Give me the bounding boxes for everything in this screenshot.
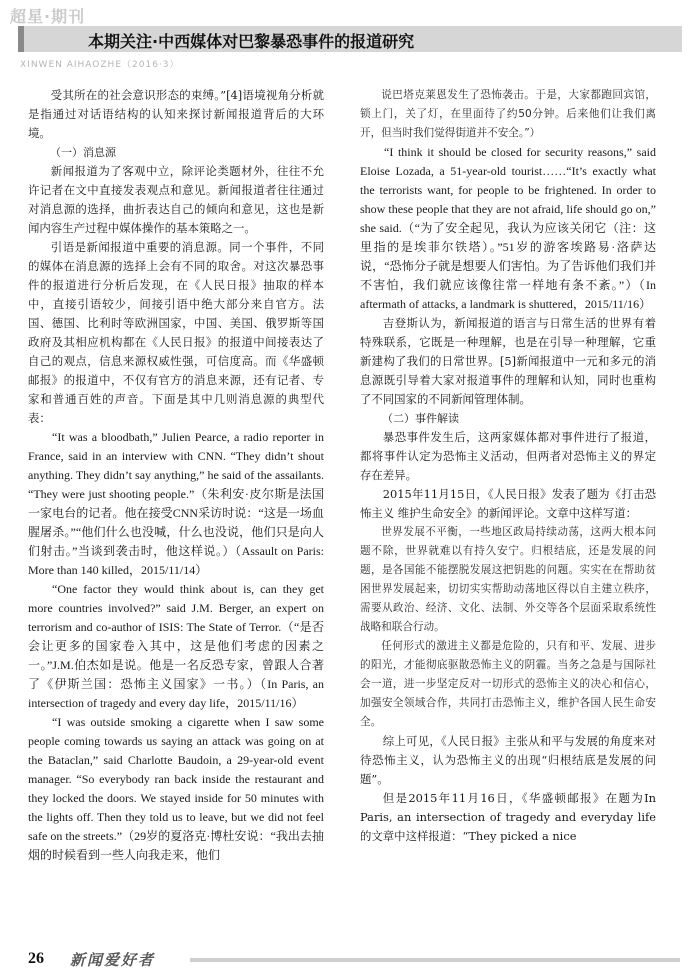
paragraph: “One factor they would think about is, can they get more countries involved?” said J.M. Berger, an expert on terrorism and co-author of ISIS: The State of Terror.（“是否会让更多的国家卷入其中，这是他们考虑的因素之一。”J.M.伯杰如是说。他是一名反恐专家，曾跟人合著了《伊斯兰国：恐怖主义国家》一书。）（In Paris, an intersection of tragedy and every day life，2015/11/16）: [28, 582, 324, 710]
right-column: [360, 86, 656, 846]
title-bar: [18, 26, 682, 52]
issue-subtitle: XINWEN AIHAOZHE（2016·3）: [20, 60, 180, 70]
paragraph: 引语是新闻报道中重要的消息源。同一个事件，不同的媒体在消息源的选择上会有不同的取舍。对这次暴恐事件的报道进行分析后发现，在《人民日报》抽取的样本中，直接引语较少，间接引语中绝大部分来自官方。法国、德国、比利时等欧洲国家，中国、美国、俄罗斯等国政府及其相应机构都在《人民日报》的报道中间接表达了自己的观点，信息来源权威性强，可信度高。而《华盛顿邮报》的报道中，不仅有官方的消息来源，还有记者、专家和普通百姓的声音。下面是其中几则消息源的典型代表：: [28, 240, 324, 425]
masthead: [0, 0, 700, 70]
paragraph: 吉登斯认为，新闻报道的语言与日常生活的世界有着特殊联系，它既是一种理解，也是在引导一种理解，它重新建构了我们的日常世界。[5]新闻报道中一元和多元的消息源既引导着大家对报道事件的理解和认知，同时也重构了不同国家的不同新闻管理体制。: [360, 316, 656, 406]
paragraph: “I was outside smoking a cigarette when I saw some people coming towards us saying an attack was going on at the Bataclan,” said Charlotte Baudoin, a 29-year-old event manager. “So everybody ran back inside the restaurant and they locked the doors. We stayed inside for 50 minutes with the lights off. Then they told us to leave, but we did not feel safe on the streets.”（29岁的夏洛克·博杜安说：“我出去抽烟的时候看到一些人向我走来，他们: [28, 715, 324, 862]
title-accent: [18, 26, 24, 52]
paragraph: 说巴塔克莱恩发生了恐怖袭击。于是，大家都跑回宾馆，锁上门，关了灯，在里面待了约50分钟。后来他们让我们离开，但当时我们觉得街道并不安全。”）: [360, 89, 656, 139]
paragraph: 世界发展不平衡，一些地区政局持续动荡，这两大根本问题不除，世界就难以有持久安宁。归根结底，还是发展的问题，是各国能不能摆脱发展这把钥匙的问题。实实在在帮助贫困世界发展起来，切切实实帮助动荡地区得以自主建立秩序，需要从政治、经济、文化、法制、外交等各个层面采取系统性战略和联合行动。: [360, 526, 656, 633]
left-column: [28, 86, 324, 865]
footer-divider: [190, 958, 680, 962]
paragraph: 综上可见，《人民日报》主张从和平与发展的角度来对待恐怖主义，认为恐怖主义的出现“归根结底是发展的问题”。: [360, 734, 656, 786]
page-number: 26: [28, 950, 44, 967]
paragraph: 但是2015年11月16日，《华盛顿邮报》在题为In Paris, an intersection of tragedy and everyday life的文章中这样报道：“They picked a nice: [360, 791, 656, 843]
paragraph: （一）消息源: [50, 146, 116, 159]
paragraph: 暴恐事件发生后，这两家媒体都对事件进行了报道，都将事件认定为恐怖主义活动，但两者对恐怖主义的界定存在差异。: [360, 430, 656, 482]
paragraph: 任何形式的激进主义都是危险的，只有和平、发展、进步的阳光，才能彻底驱散恐怖主义的阴霾。当务之急是与国际社会一道，进一步坚定反对一切形式的恐怖主义的决心和信心，加强安全领域合作，共同打击恐怖主义，维护各国人民生命安全。: [360, 640, 656, 728]
paragraph: 受其所在的社会意识形态的束缚。”[4]语境视角分析就是指通过对话语结构的认知来探讨新闻报道背后的大环境。: [28, 88, 324, 140]
journal-brand: 超星·期刊: [10, 7, 86, 26]
paragraph: （二）事件解读: [382, 412, 459, 425]
page-title: 本期关注·中西媒体对巴黎暴恐事件的报道研究: [88, 32, 415, 51]
page-footer: [0, 946, 700, 980]
paragraph: 2015年11月15日，《人民日报》发表了题为《打击恐怖主义 维护生命安全》的新闻评论。文章中这样写道：: [360, 487, 656, 520]
paragraph: “It was a bloodbath,” Julien Pearce, a radio reporter in France, said in an interview with CNN. “They didn’t shout anything. They didn’t say anything,” he said of the assailants. “They were just shooting people.”（朱利安·皮尔斯是法国一家电台的记者。他在接受CNN采访时说：“这是一场血腥屠杀。”“他们什么也没喊，什么也没说，他们只是向人们射击。”当谈到袭击时，他这样说。）（Assault on Paris: More than 140 killed，2015/11/14）: [28, 430, 324, 577]
footer-journal-name: 新闻爱好者: [70, 951, 156, 969]
paragraph: 新闻报道为了客观中立，除评论类题材外，往往不允许记者在文中直接发表观点和意见。新闻报道者往往通过对消息源的选择，曲折表达自己的倾向和意见，这也是新闻内容生产过程中媒体操作的基本策略之一。: [28, 164, 324, 235]
paragraph: “I think it should be closed for security reasons,” said Eloise Lozada, a 51-year-old tourist……“It’s exactly what the terrorists want, for people to be frightened. In order to show these people that they are not afraid, life should go on,” she said.（“为了安全起见，我认为应该关闭它（注：这里指的是埃菲尔铁塔）。”51岁的游客埃路易·洛萨达说，“恐怖分子就是想要人们害怕。为了告诉他们我们并不害怕，我们就应该像往常一样地有条不紊。”）（In aftermath of attacks, a landmark is shuttered，2015/11/16）: [360, 145, 656, 311]
